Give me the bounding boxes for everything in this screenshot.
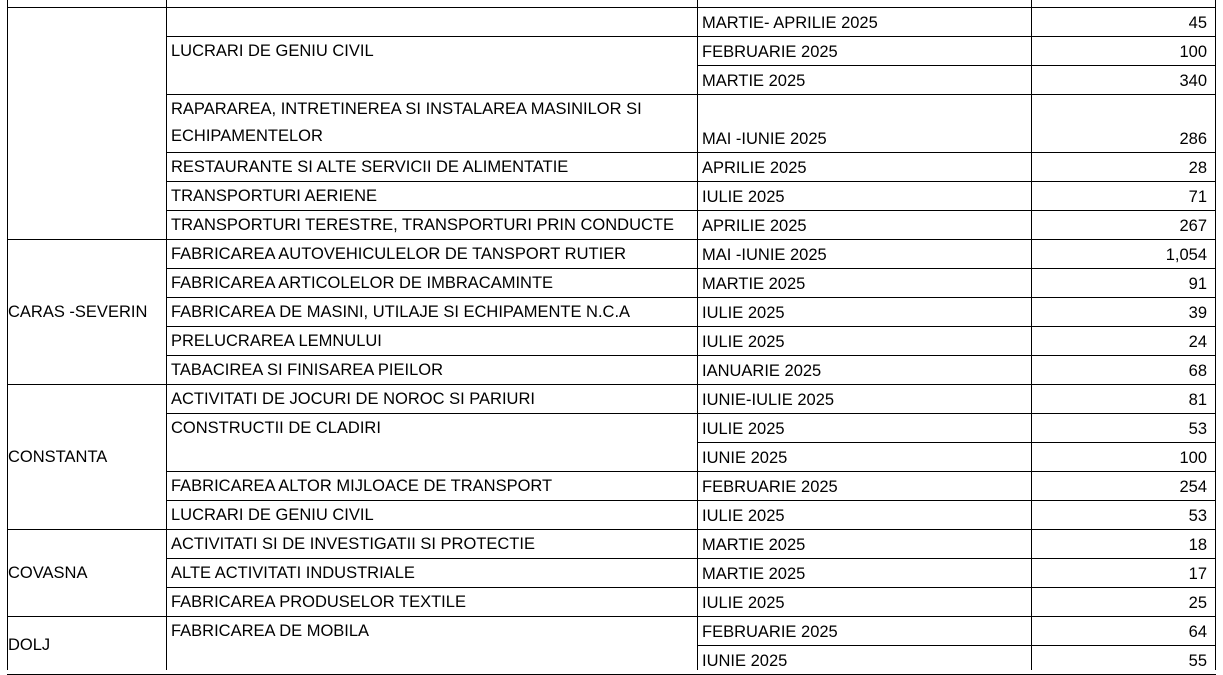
row-gridline [697, 413, 1216, 414]
period-cell[interactable]: IULIE 2025 [702, 594, 785, 612]
period-cell[interactable]: MARTIE- APRILIE 2025 [702, 14, 878, 32]
activity-cell[interactable]: LUCRARI DE GENIU CIVIL [171, 506, 374, 524]
row-gridline [697, 65, 1216, 66]
period-cell[interactable]: APRILIE 2025 [702, 217, 807, 235]
activity-cell[interactable]: RAPARAREA, INTRETINEREA SI INSTALAREA MASINILOR SI ECHIPAMENTELOR [171, 100, 642, 145]
value-cell[interactable]: 68 [1188, 362, 1207, 380]
value-cell[interactable]: 17 [1188, 565, 1207, 583]
row-gridline [697, 268, 1216, 269]
value-cell[interactable]: 25 [1188, 594, 1207, 612]
top-gridline [7, 7, 1215, 8]
row-gridline [697, 500, 1216, 501]
period-cell[interactable]: MARTIE 2025 [702, 72, 806, 90]
value-cell[interactable]: 28 [1188, 159, 1207, 177]
county-gridline [7, 529, 166, 530]
activity-cell[interactable]: FABRICAREA AUTOVEHICULELOR DE TANSPORT RUTIER [171, 245, 627, 263]
county-gridline [7, 384, 166, 385]
county-gridline [7, 616, 166, 617]
activity-cell[interactable]: FABRICAREA ARTICOLELOR DE IMBRACAMINTE [171, 274, 554, 292]
period-cell[interactable]: MAI -IUNIE 2025 [702, 130, 827, 148]
period-cell[interactable]: IULIE 2025 [702, 333, 785, 351]
column-gridline [697, 0, 698, 670]
column-gridline [7, 0, 8, 670]
row-gridline [697, 471, 1216, 472]
row-gridline [697, 645, 1216, 646]
value-cell[interactable]: 53 [1188, 420, 1207, 438]
column-gridline [1031, 0, 1032, 670]
period-cell[interactable]: IULIE 2025 [702, 188, 785, 206]
activity-gridline [166, 152, 697, 153]
row-gridline [697, 181, 1216, 182]
activity-cell[interactable]: FABRICAREA PRODUSELOR TEXTILE [171, 593, 466, 611]
activity-cell[interactable]: ACTIVITATI SI DE INVESTIGATII SI PROTECTIE [171, 535, 535, 553]
activity-cell[interactable]: RESTAURANTE SI ALTE SERVICII DE ALIMENTATIE [171, 158, 569, 176]
row-gridline [697, 297, 1216, 298]
activity-gridline [166, 587, 697, 588]
county-cell[interactable]: CARAS -SEVERIN [8, 302, 148, 321]
row-gridline [697, 442, 1216, 443]
period-cell[interactable]: IULIE 2025 [702, 507, 785, 525]
activity-gridline [166, 210, 697, 211]
activity-gridline [166, 94, 697, 95]
activity-gridline [166, 239, 697, 240]
activity-gridline [166, 36, 697, 37]
activity-cell[interactable]: CONSTRUCTII DE CLADIRI [171, 419, 381, 437]
period-cell[interactable]: IULIE 2025 [702, 304, 785, 322]
value-cell[interactable]: 18 [1188, 536, 1207, 554]
activity-gridline [166, 181, 697, 182]
period-cell[interactable]: MAI -IUNIE 2025 [702, 246, 827, 264]
value-cell[interactable]: 55 [1188, 652, 1207, 670]
activity-gridline [166, 355, 697, 356]
row-gridline [697, 355, 1216, 356]
value-cell[interactable]: 267 [1179, 217, 1207, 235]
row-gridline [697, 384, 1216, 385]
value-cell[interactable]: 286 [1179, 130, 1207, 148]
value-cell[interactable]: 64 [1188, 623, 1207, 641]
column-gridline [166, 0, 167, 670]
value-cell[interactable]: 71 [1188, 188, 1207, 206]
row-gridline [697, 326, 1216, 327]
period-cell[interactable]: MARTIE 2025 [702, 275, 806, 293]
county-gridline [7, 239, 166, 240]
activity-cell[interactable]: FABRICAREA DE MOBILA [171, 622, 370, 640]
value-cell[interactable]: 100 [1179, 43, 1207, 61]
activity-cell[interactable]: PRELUCRAREA LEMNULUI [171, 332, 382, 350]
activity-gridline [166, 500, 697, 501]
row-gridline [697, 210, 1216, 211]
value-cell[interactable]: 100 [1179, 449, 1207, 467]
county-cell[interactable]: COVASNA [8, 563, 88, 582]
activity-cell[interactable]: FABRICAREA DE MASINI, UTILAJE SI ECHIPAMENTE N.C.A [171, 303, 631, 321]
value-cell[interactable]: 91 [1188, 275, 1207, 293]
period-cell[interactable]: IULIE 2025 [702, 420, 785, 438]
column-gridline [1215, 0, 1216, 670]
value-cell[interactable]: 53 [1188, 507, 1207, 525]
period-cell[interactable]: IANUARIE 2025 [702, 362, 822, 380]
value-cell[interactable]: 39 [1188, 304, 1207, 322]
period-cell[interactable]: FEBRUARIE 2025 [702, 478, 838, 496]
activity-gridline [166, 297, 697, 298]
row-gridline [697, 529, 1216, 530]
activity-cell[interactable]: TRANSPORTURI AERIENE [171, 187, 377, 205]
period-cell[interactable]: FEBRUARIE 2025 [702, 623, 838, 641]
period-cell[interactable]: MARTIE 2025 [702, 565, 806, 583]
period-cell[interactable]: MARTIE 2025 [702, 536, 806, 554]
row-gridline [697, 239, 1216, 240]
period-cell[interactable]: IUNIE 2025 [702, 449, 788, 467]
activity-gridline [166, 529, 697, 530]
county-cell[interactable]: DOLJ [8, 636, 51, 654]
row-gridline [697, 558, 1216, 559]
county-cell[interactable]: CONSTANTA [8, 447, 108, 466]
activity-gridline [166, 268, 697, 269]
activity-gridline [166, 616, 697, 617]
row-gridline [697, 616, 1216, 617]
activity-gridline [166, 558, 697, 559]
activity-cell[interactable]: TABACIREA SI FINISAREA PIEILOR [171, 361, 444, 379]
period-cell[interactable]: IUNIE 2025 [702, 652, 788, 670]
value-cell[interactable]: 45 [1188, 14, 1207, 32]
activity-gridline [166, 471, 697, 472]
value-cell[interactable]: 254 [1179, 478, 1207, 496]
row-gridline [697, 587, 1216, 588]
activity-cell[interactable]: TRANSPORTURI TERESTRE, TRANSPORTURI PRIN CONDUCTE [171, 216, 675, 234]
value-cell[interactable]: 1,054 [1165, 246, 1207, 264]
value-cell[interactable]: 24 [1188, 333, 1207, 351]
activity-cell[interactable]: LUCRARI DE GENIU CIVIL [171, 42, 374, 60]
activity-gridline [166, 413, 697, 414]
activity-cell[interactable]: ALTE ACTIVITATI INDUSTRIALE [171, 564, 415, 582]
period-cell[interactable]: FEBRUARIE 2025 [702, 43, 838, 61]
row-gridline [697, 36, 1216, 37]
period-cell[interactable]: APRILIE 2025 [702, 159, 807, 177]
activity-cell[interactable]: FABRICAREA ALTOR MIJLOACE DE TRANSPORT [171, 477, 553, 495]
value-cell[interactable]: 340 [1179, 72, 1207, 90]
row-gridline [697, 94, 1216, 95]
activity-gridline [166, 384, 697, 385]
activity-gridline [166, 326, 697, 327]
row-gridline [697, 152, 1216, 153]
activity-cell[interactable]: ACTIVITATI DE JOCURI DE NOROC SI PARIURI [171, 390, 535, 408]
period-cell[interactable]: IUNIE-IULIE 2025 [702, 391, 835, 409]
value-cell[interactable]: 81 [1188, 391, 1207, 409]
